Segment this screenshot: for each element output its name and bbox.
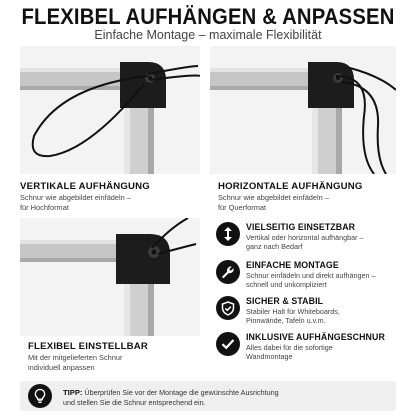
page-subtitle: Einfache Montage – maximale Flexibilität bbox=[94, 28, 322, 42]
panel-adjustable-title: FLEXIBEL EINSTELLBAR bbox=[28, 341, 149, 352]
photo-vertical-hanging bbox=[20, 46, 200, 174]
feature-versatile: VIELSEITIG EINSETZBAR Vertikal oder horizontal aufhängbar – ganz nach Bedarf bbox=[216, 222, 411, 266]
panel-vertical-title: VERTIKALE AUFHÄNGUNG bbox=[20, 181, 150, 192]
feature-safe-stable: SICHER & STABIL Stabiler Halt für Whiteboards, Pinnwände, Tafeln u.v.m. bbox=[216, 296, 411, 340]
shield-icon bbox=[216, 296, 240, 320]
tip-box bbox=[20, 381, 396, 411]
panel-vertical-text: Schnur wie abgebildet einfädeln – für Hochformat bbox=[20, 193, 131, 212]
photo-adjustable bbox=[20, 218, 200, 336]
panel-horizontal-title: HORIZONTALE AUFHÄNGUNG bbox=[218, 181, 363, 192]
photo-horizontal-hanging bbox=[210, 46, 396, 174]
tip-text: TIPP: Überprüfen Sie vor der Montage die gewünschte Ausrichtung und stellen Sie die Schnur entsprechend ein. bbox=[63, 388, 279, 407]
lightbulb-icon bbox=[28, 384, 52, 408]
panel-horizontal-text: Schnur wie abgebildet einfädeln – für Querformat bbox=[218, 193, 329, 212]
vertical-arrows-icon bbox=[216, 222, 240, 246]
checkmark-icon bbox=[216, 332, 240, 356]
panel-adjustable-text: Mit der mitgelieferten Schnur individuell anpassen bbox=[28, 353, 123, 372]
wrench-icon bbox=[216, 260, 240, 284]
page-title: FLEXIBEL AUFHÄNGEN & ANPASSEN bbox=[21, 4, 395, 29]
feature-cord-included: INKLUSIVE AUFHÄNGESCHNUR Alles dabei für die sofortige Wandmontage bbox=[216, 332, 411, 376]
feature-easy-mounting: EINFACHE MONTAGE Schnur einfädeln und direkt aufhängen – schnell und unkompliziert bbox=[216, 260, 411, 304]
